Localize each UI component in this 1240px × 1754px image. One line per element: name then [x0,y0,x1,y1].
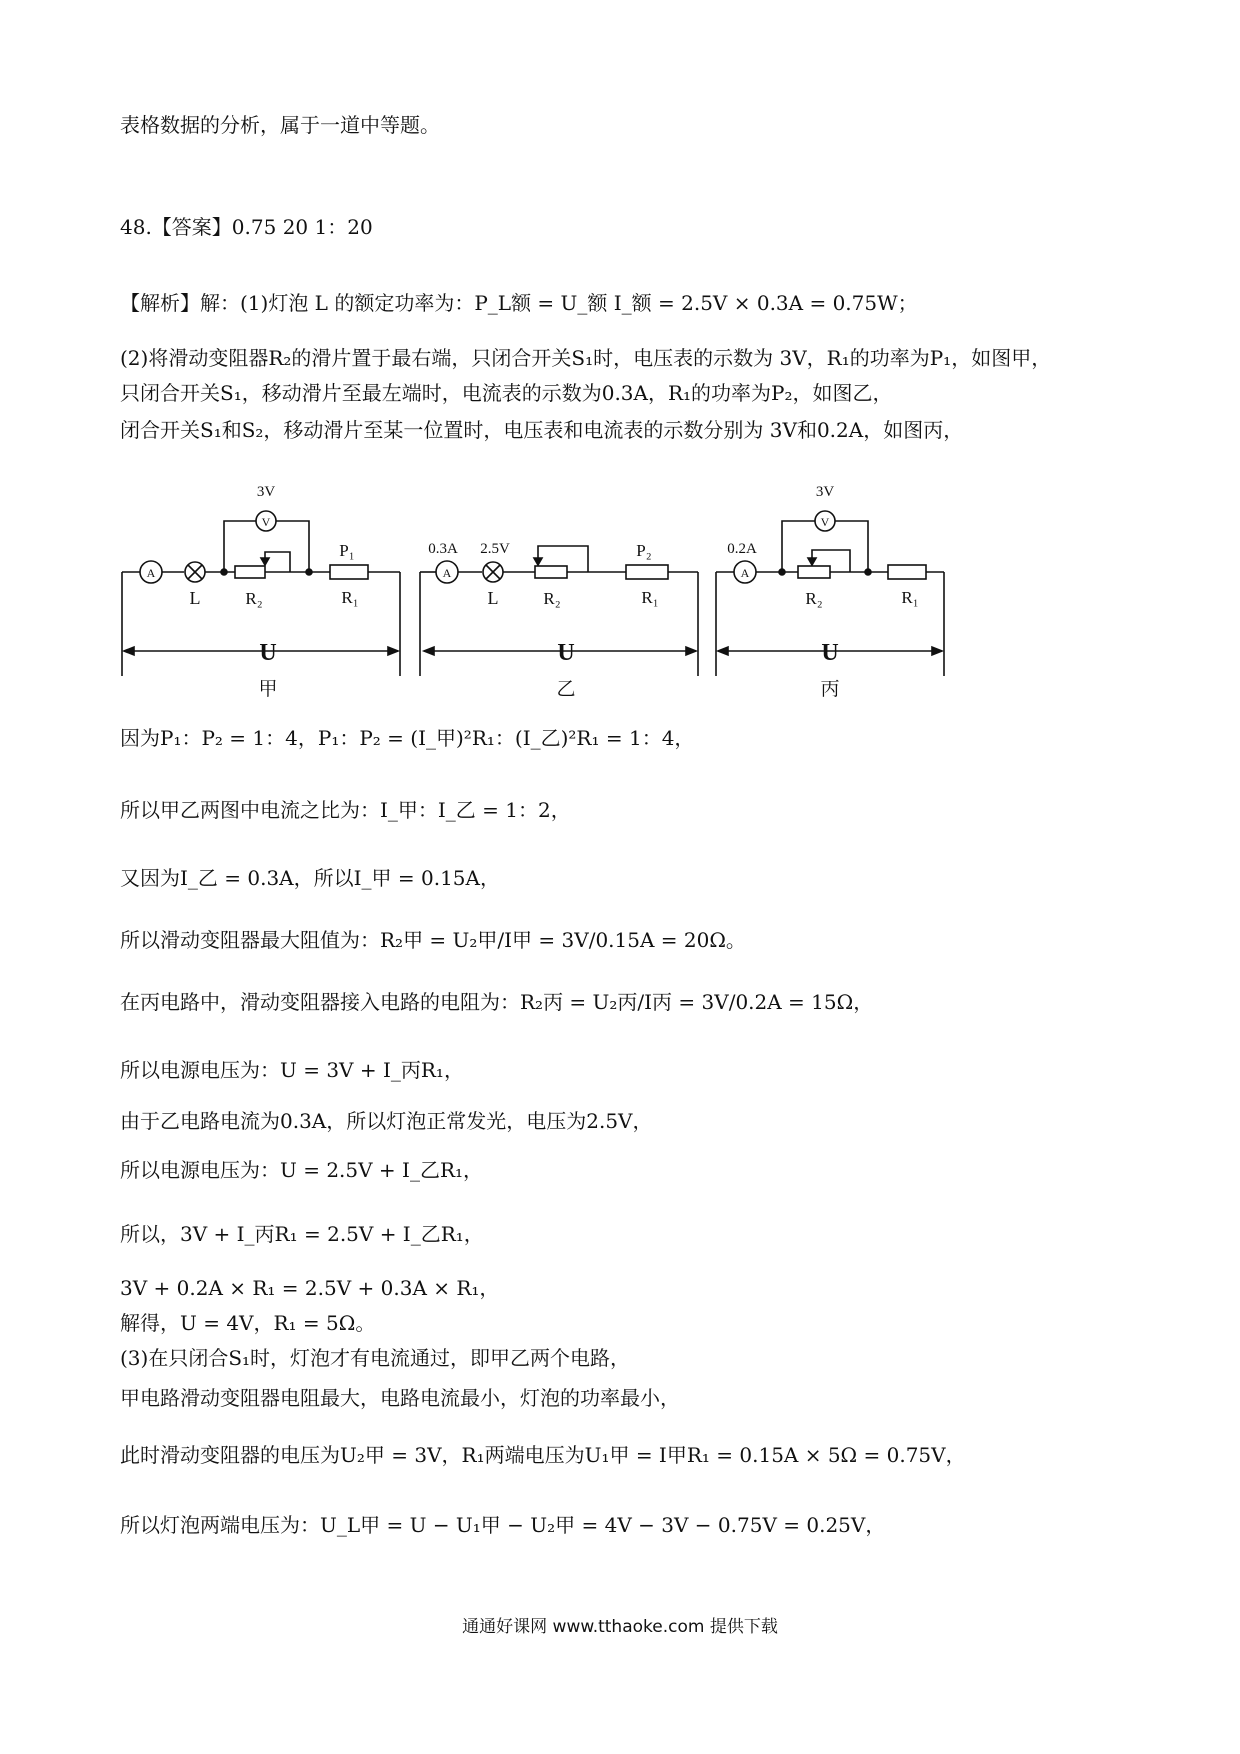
ammeter-reading: 0.3A [428,541,458,557]
text-line: 又因为I_乙 = 0.3A，所以I_甲 = 0.15A， [120,866,500,890]
voltmeter-label: V [820,515,830,529]
text-line: (3)在只闭合S₁时，灯泡才有电流通过，即甲乙两个电路， [120,1346,631,1370]
page-footer: 通通好课网 www.tthaoke.com 提供下载 [462,1617,778,1637]
text-line: 只闭合开关S₁，移动滑片至最左端时，电流表的示数为0.3A，R₁的功率为P₂，如图乙， [120,381,893,405]
resistor-label: R₁ [641,588,659,607]
voltmeter-label: V [261,515,271,529]
total-voltage-label: U [557,640,575,666]
ammeter-label: A [442,566,452,580]
text-line: 所以电源电压为：U = 3V + I_丙R₁， [120,1058,464,1082]
text-line: 解得，U = 4V，R₁ = 5Ω。 [120,1311,376,1335]
lamp-label: L [189,588,201,608]
caption: 乙 [556,679,576,700]
voltmeter-reading: 3V [815,484,835,500]
text-line: 所以灯泡两端电压为：U_L甲 = U − U₁甲 − U₂甲 = 4V − 3V − 0.75V = 0.25V， [120,1513,886,1537]
power-label: P₂ [636,541,652,560]
text-line: 在丙电路中，滑动变阻器接入电路的电阻为：R₂丙 = U₂丙/I丙 = 3V/0.2A = 15Ω， [120,990,874,1014]
circuit-yi [420,541,698,700]
resistor-icon [626,565,668,579]
resistor-icon [888,565,926,579]
text-line: 所以甲乙两图中电流之比为：I_甲：I_乙 = 1：2， [120,798,571,822]
circuit-diagrams [0,470,1240,720]
text-line: 此时滑动变阻器的电压为U₂甲 = 3V，R₁两端电压为U₁甲 = I甲R₁ = 0.15A × 5Ω = 0.75V， [120,1443,966,1467]
rheostat-icon [798,566,830,578]
total-voltage-label: U [259,640,277,666]
resistor-icon [330,565,368,579]
circuit-bing [716,484,944,700]
text-line: 3V + 0.2A × R₁ = 2.5V + 0.3A × R₁， [120,1276,500,1300]
caption: 丙 [820,679,840,700]
ammeter-label: A [740,566,750,580]
resistor-label: R₁ [341,588,359,607]
text-line: 因为P₁：P₂ = 1：4，P₁：P₂ = (I_甲)²R₁：(I_乙)²R₁ = 1：4， [120,726,695,750]
voltmeter-reading: 3V [256,484,276,500]
ammeter-reading: 0.2A [727,541,757,557]
rheostat-icon [535,566,567,578]
text-line: 闭合开关S₁和S₂，移动滑片至某一位置时，电压表和电流表的示数分别为 3V和0.2A，如图丙， [120,418,964,442]
text-line: 所以，3V + I_丙R₁ = 2.5V + I_乙R₁， [120,1222,484,1246]
caption: 甲 [258,679,278,700]
answer-line: 48.【答案】0.75 20 1：20 [120,215,373,239]
text-line: 【解析】解：(1)灯泡 L 的额定功率为：P_L额 = U_额 I_额 = 2.5V × 0.3A = 0.75W； [120,291,918,315]
text-line: 由于乙电路电流为0.3A，所以灯泡正常发光，电压为2.5V， [120,1109,653,1133]
rheostat-label: R₂ [543,589,561,608]
total-voltage-label: U [821,640,839,666]
power-label: P₁ [339,541,355,560]
rheostat-label: R₂ [805,589,823,608]
text-line: 所以滑动变阻器最大阻值为：R₂甲 = U₂甲/I甲 = 3V/0.15A = 20Ω。 [120,928,746,952]
text-line: (2)将滑动变阻器R₂的滑片置于最右端，只闭合开关S₁时，电压表的示数为 3V，R₁的功率为P₁，如图甲， [120,346,1052,370]
lamp-reading: 2.5V [480,541,510,557]
text-line: 表格数据的分析，属于一道中等题。 [120,113,440,137]
circuit-jia [122,484,400,700]
text-line: 甲电路滑动变阻器电阻最大，电路电流最小，灯泡的功率最小， [120,1386,680,1410]
ammeter-label: A [146,566,156,580]
resistor-label: R₁ [901,588,919,607]
text-line: 所以电源电压为：U = 2.5V + I_乙R₁， [120,1158,484,1182]
rheostat-icon [235,566,265,578]
rheostat-label: R₂ [245,589,263,608]
lamp-label: L [487,588,499,608]
